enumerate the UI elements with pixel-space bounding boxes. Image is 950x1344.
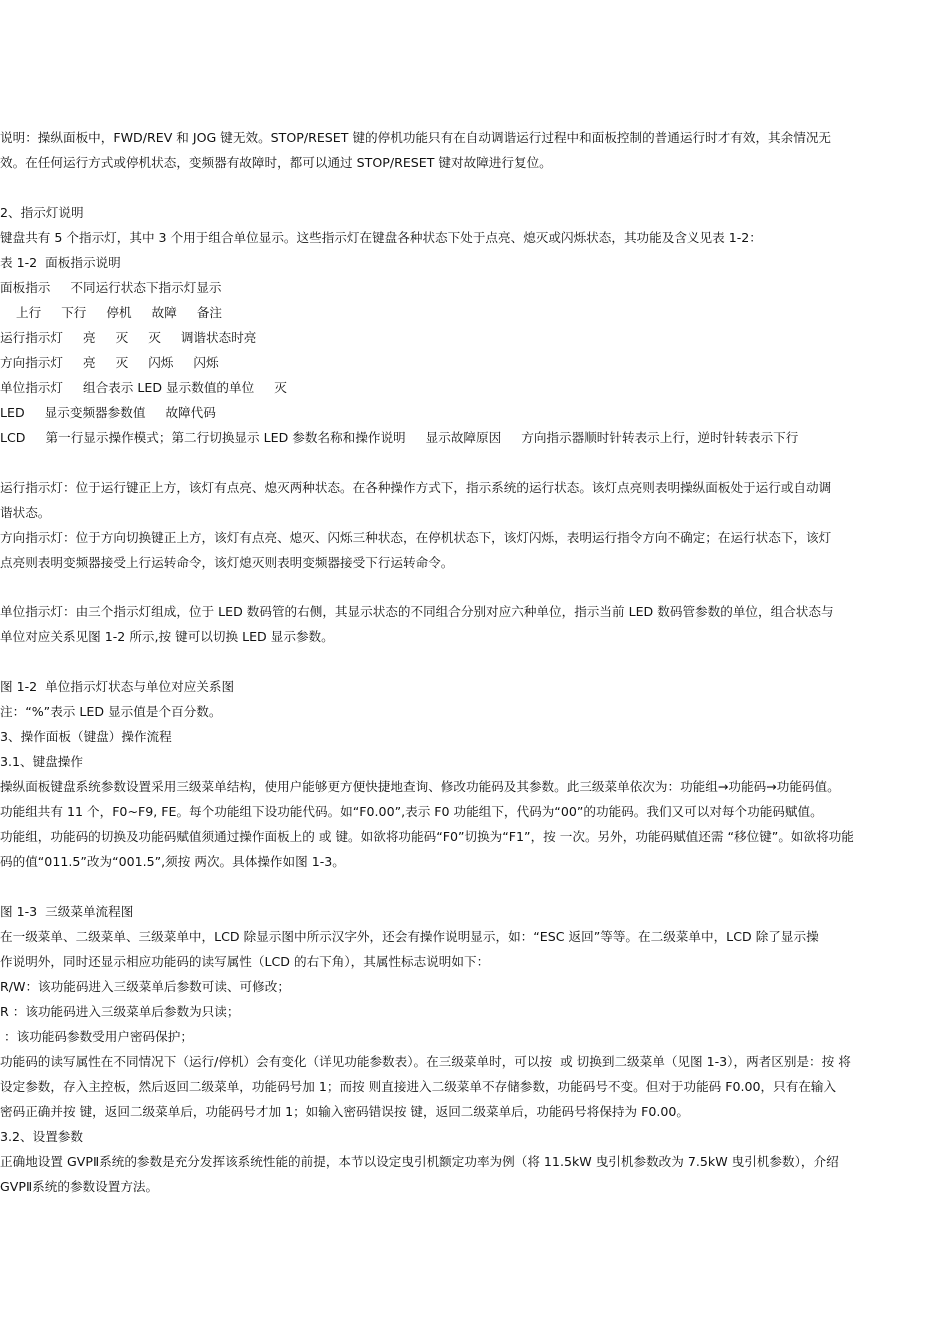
list-item: ：该功能码参数受用户密码保护； (0, 1029, 193, 1044)
table-row: 方向指示灯 亮 灭 闪烁 闪烁 (0, 355, 219, 370)
paragraph-line: GVPⅡ系统的参数设置方法。 (0, 1179, 159, 1194)
paragraph-line: 码的值“011.5”改为“001.5”,须按 两次。具体操作如图 1-3。 (0, 854, 345, 869)
paragraph-line: 方向指示灯：位于方向切换键正上方，该灯有点亮、熄灭、闪烁三种状态，在停机状态下，该灯闪烁，表明运行指令方向不确定；在运行状态下，该灯 (0, 530, 832, 545)
table-row: LCD 第一行显示操作模式；第二行切换显示 LED 参数名称和操作说明 显示故障原因 方向指示器顺时针转表示上行，逆时针转表示下行 (0, 430, 799, 445)
figure-caption: 图 1-3 三级菜单流程图 (0, 904, 134, 919)
paragraph-line: 单位指示灯：由三个指示灯组成，位于 LED 数码管的右侧，其显示状态的不同组合分别对应六种单位，指示当前 LED 数码管参数的单位，组合状态与 (0, 604, 834, 619)
paragraph-line: 在一级菜单、二级菜单、三级菜单中，LCD 除显示图中所示汉字外，还会有操作说明显示，如：“ESC 返回”等等。在二级菜单中，LCD 除了显示操 (0, 929, 819, 944)
section-heading: 3、操作面板（键盘）操作流程 (0, 729, 172, 744)
paragraph-line: 键盘共有 5 个指示灯，其中 3 个用于组合单位显示。这些指示灯在键盘各种状态下处于点亮、熄灭或闪烁状态，其功能及含义见表 1-2： (0, 230, 762, 245)
table-row: LED 显示变频器参数值 故障代码 (0, 405, 216, 420)
paragraph-line: 谐状态。 (0, 505, 51, 520)
paragraph-line: 操纵面板键盘系统参数设置采用三级菜单结构，使用户能够更方便快捷地查询、修改功能码及其参数。此三级菜单依次为：功能组→功能码→功能码值。 (0, 779, 840, 794)
paragraph-line: 功能组共有 11 个，F0~F9, FE。每个功能组下设功能代码。如“F0.00”,表示 F0 功能组下，代码为“00”的功能码。我们又可以对每个功能码赋值。 (0, 804, 823, 819)
paragraph-line: 效。在任何运行方式或停机状态，变频器有故障时，都可以通过 STOP/RESET 键对故障进行复位。 (0, 155, 552, 170)
paragraph-line: 设定参数，存入主控板，然后返回二级菜单，功能码号加 1；而按 则直接进入二级菜单不存储参数，功能码号不变。但对于功能码 F0.00，只有在输入 (0, 1079, 837, 1094)
note-line: 注：“%”表示 LED 显示值是个百分数。 (0, 704, 222, 719)
table-caption: 表 1-2 面板指示说明 (0, 255, 121, 270)
table-row: 上行 下行 停机 故障 备注 (0, 305, 223, 320)
list-item: R/W：该功能码进入三级菜单后参数可读、可修改； (0, 979, 290, 994)
table-row: 单位指示灯 组合表示 LED 显示数值的单位 灭 (0, 380, 287, 395)
subsection-heading: 3.1、键盘操作 (0, 754, 83, 769)
paragraph-line: 功能码的读写属性在不同情况下（运行/停机）会有变化（详见功能参数表）。在三级菜单时，可以按 或 切换到二级菜单（见图 1-3），两者区别是：按 将 (0, 1054, 851, 1069)
subsection-heading: 3.2、设置参数 (0, 1129, 83, 1144)
list-item: R ：该功能码进入三级菜单后参数为只读； (0, 1004, 240, 1019)
paragraph-line: 单位对应关系见图 1-2 所示,按 键可以切换 LED 显示参数。 (0, 629, 334, 644)
paragraph-line: 正确地设置 GVPⅡ系统的参数是充分发挥该系统性能的前提，本节以设定曳引机额定功率为例（将 11.5kW 曳引机参数改为 7.5kW 曳引机参数），介绍 (0, 1154, 839, 1169)
paragraph-line: 作说明外，同时还显示相应功能码的读写属性（LCD 的右下角），其属性标志说明如下： (0, 954, 490, 969)
paragraph-line: 功能组，功能码的切换及功能码赋值须通过操作面板上的 或 键。如欲将功能码“F0”切换为“F1”，按 一次。另外，功能码赋值还需 “移位键”。如欲将功能 (0, 829, 854, 844)
section-heading: 2、指示灯说明 (0, 205, 84, 220)
paragraph-line: 运行指示灯：位于运行键正上方，该灯有点亮、熄灭两种状态。在各种操作方式下，指示系统的运行状态。该灯点亮则表明操纵面板处于运行或自动调 (0, 480, 832, 495)
paragraph-line: 密码正确并按 键，返回二级菜单后，功能码号才加 1；如输入密码错误按 键，返回二级菜单后，功能码号将保持为 F0.00。 (0, 1104, 689, 1119)
paragraph-line: 点亮则表明变频器接受上行运转命令，该灯熄灭则表明变频器接受下行运转命令。 (0, 555, 454, 570)
paragraph-line: 说明：操纵面板中，FWD/REV 和 JOG 键无效。STOP/RESET 键的停机功能只有在自动调谐运行过程中和面板控制的普通运行时才有效，其余情况无 (0, 130, 832, 145)
figure-caption: 图 1-2 单位指示灯状态与单位对应关系图 (0, 679, 235, 694)
table-row: 运行指示灯 亮 灭 灭 调谐状态时亮 (0, 330, 257, 345)
table-row: 面板指示 不同运行状态下指示灯显示 (0, 280, 222, 295)
